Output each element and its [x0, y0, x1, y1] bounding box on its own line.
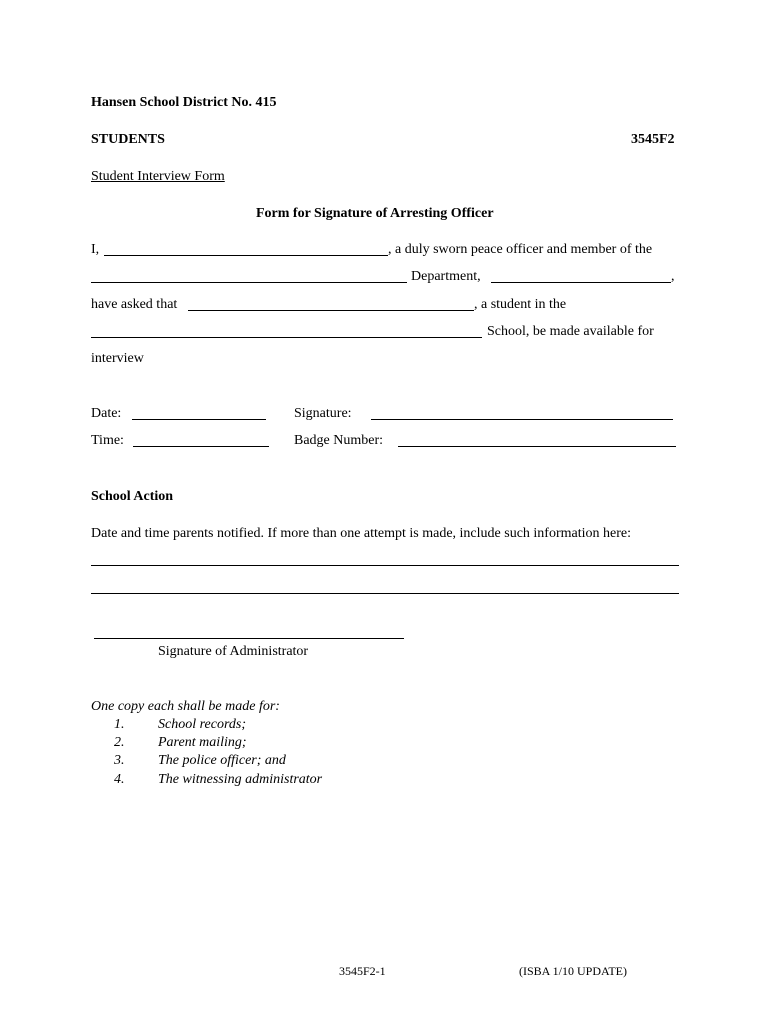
- admin-signature-field[interactable]: [94, 638, 404, 639]
- school-name-field[interactable]: [91, 337, 482, 338]
- copy-item-number: 1.: [114, 717, 125, 732]
- date-field[interactable]: [132, 419, 266, 420]
- copy-item-text: Parent mailing;: [158, 735, 247, 750]
- time-label: Time:: [91, 433, 124, 448]
- date-label: Date:: [91, 406, 122, 421]
- badge-label: Badge Number:: [294, 433, 384, 448]
- school-action-instruction: Date and time parents notified. If more than one attempt is made, include such information here:: [91, 526, 631, 541]
- admin-signature-label: Signature of Administrator: [158, 644, 309, 659]
- district-name: Hansen School District No. 415: [91, 95, 277, 110]
- department-comma: ,: [671, 269, 675, 284]
- notification-line-2[interactable]: [91, 593, 679, 594]
- copy-item-text: The police officer; and: [158, 753, 286, 768]
- signature-label: Signature:: [294, 406, 352, 421]
- time-field[interactable]: [133, 446, 269, 447]
- department-label: Department,: [411, 269, 481, 284]
- notification-line-1[interactable]: [91, 565, 679, 566]
- copy-item-number: 2.: [114, 735, 125, 750]
- copies-intro: One copy each shall be made for:: [91, 699, 280, 714]
- copy-item-number: 3.: [114, 753, 125, 768]
- form-title: Student Interview Form: [91, 169, 225, 184]
- school-suffix: School, be made available for: [487, 324, 654, 339]
- officer-prefix: I,: [91, 242, 100, 257]
- department-name-field[interactable]: [91, 282, 407, 283]
- officer-name-field[interactable]: [104, 255, 388, 256]
- form-heading: Form for Signature of Arresting Officer: [256, 206, 494, 221]
- section-title: STUDENTS: [91, 132, 165, 147]
- copy-item-number: 4.: [114, 772, 125, 787]
- department-location-field[interactable]: [491, 282, 671, 283]
- officer-suffix: , a duly sworn peace officer and member of the: [388, 242, 653, 257]
- student-name-field[interactable]: [188, 310, 474, 311]
- asked-prefix: have asked that: [91, 297, 178, 312]
- school-action-heading: School Action: [91, 489, 174, 504]
- badge-number-field[interactable]: [398, 446, 676, 447]
- copy-item-text: The witnessing administrator: [158, 772, 323, 787]
- copy-item-text: School records;: [158, 717, 246, 732]
- policy-code: 3545F2: [631, 132, 675, 147]
- student-suffix: , a student in the: [474, 297, 567, 312]
- interview-text: interview: [91, 351, 144, 366]
- signature-field[interactable]: [371, 419, 673, 420]
- footer-update: (ISBA 1/10 UPDATE): [519, 964, 628, 978]
- footer-page-code: 3545F2-1: [339, 964, 386, 978]
